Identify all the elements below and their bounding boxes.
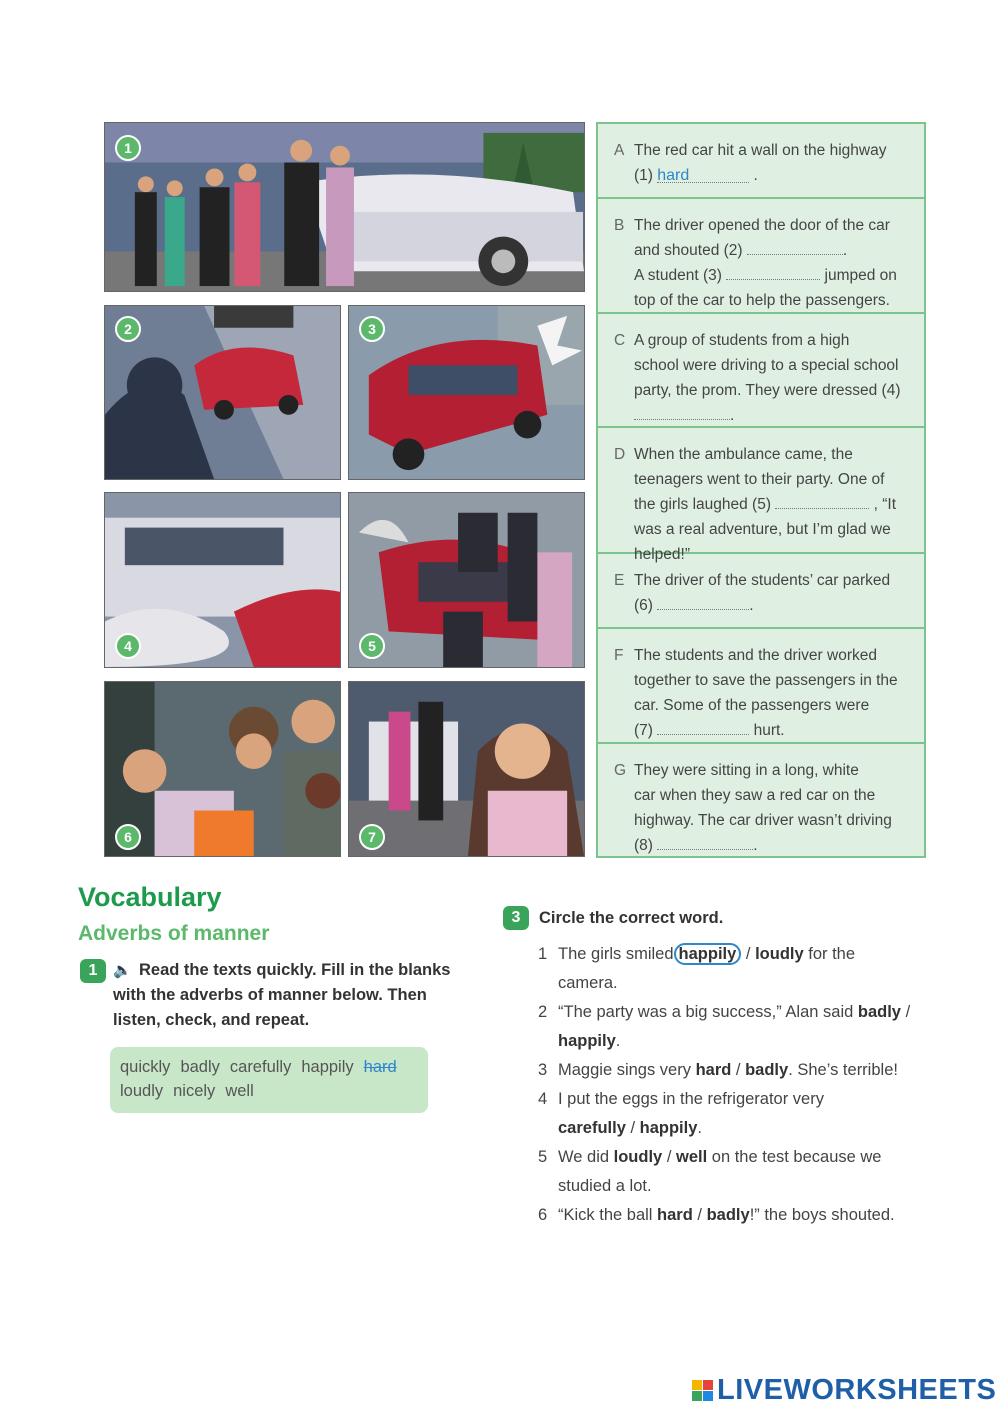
story-text: The driver of the students’ car parked (6) .: [634, 572, 891, 614]
word-bank-word[interactable]: quickly: [120, 1058, 171, 1076]
word-bank-word[interactable]: happily: [301, 1058, 354, 1076]
option-b[interactable]: happily: [639, 1119, 698, 1137]
exercise-1-number: 1: [80, 959, 106, 983]
word-bank: [110, 1047, 428, 1113]
option-a[interactable]: carefully: [558, 1119, 626, 1137]
option-b[interactable]: badly: [745, 1061, 789, 1079]
story-g: G They were sitting in a long, white car when they saw a red car on the highway. The car driver wasn’t driving (8) .: [598, 744, 924, 856]
exercise-3-item: 6 “Kick the ball hard / badly!” the boys shouted.: [538, 1206, 895, 1224]
comic-panel-5: [348, 492, 585, 668]
blank-4[interactable]: [634, 406, 730, 420]
blank-5[interactable]: [775, 495, 869, 509]
blank-6[interactable]: [657, 596, 749, 610]
comic-panel-7: [348, 681, 585, 857]
liveworksheets-logo: LIVEWORKSHEETS: [692, 1374, 996, 1407]
story-d: D When the ambulance came, the teenagers went to their party. One of the girls laughed (5) , “It was a real adventure, but I’m glad we helped!”: [598, 428, 924, 554]
story-text: The red car hit a wall on the highway (1) hard .: [634, 142, 887, 184]
story-a: [598, 124, 924, 199]
exercise-3-title: Circle the correct word.: [539, 909, 724, 927]
word-bank-word[interactable]: well: [225, 1082, 254, 1100]
blank-1-answer[interactable]: hard: [657, 163, 749, 183]
option-b[interactable]: well: [676, 1148, 708, 1166]
panel-number: 2: [115, 316, 141, 342]
option-b[interactable]: loudly: [755, 945, 804, 963]
story-letter: A: [614, 142, 625, 159]
exercise-3-item: 1 The girls smiled happily / loudly for the camera.: [538, 945, 856, 992]
blank-8[interactable]: [657, 836, 753, 850]
word-bank-word[interactable]: badly: [180, 1058, 220, 1076]
option-b[interactable]: happily: [558, 1032, 616, 1050]
story-text: They were sitting in a long, white car when they saw a red car on the highway. The car driver wasn’t driving (8) .: [634, 762, 892, 854]
exercise-3-item: 4 I put the eggs in the refrigerator very carefully / happily.: [538, 1090, 824, 1137]
option-a[interactable]: badly: [857, 1003, 901, 1021]
option-a[interactable]: hard: [657, 1206, 693, 1224]
word-bank-word[interactable]: carefully: [229, 1058, 292, 1076]
section-title: Vocabulary: [78, 882, 222, 912]
panel-number: 7: [359, 824, 385, 850]
exercise-3-list: [538, 940, 958, 1230]
comic-panel-3: [348, 305, 585, 480]
story-e: E The driver of the students’ car parked (6) .: [598, 554, 924, 629]
option-a-selected[interactable]: happily: [674, 943, 742, 965]
audio-icon[interactable]: 🔈: [113, 962, 132, 979]
story-text: A group of students from a high school were driving to a special school party, the prom. They were dressed (4) .: [634, 332, 901, 424]
exercise-1-instructions: Read the texts quickly. Fill in the blanks with the adverbs of manner below. Then listen, check, and repeat.: [113, 961, 451, 1029]
panel-number: 6: [115, 824, 141, 850]
panel-6-illustration: [105, 682, 340, 856]
panel-7-illustration: [349, 682, 584, 856]
blank-3[interactable]: [726, 266, 820, 280]
exercise-3-item: 2 “The party was a big success,” Alan said badly / happily.: [538, 1003, 911, 1050]
story-text: The students and the driver worked together to save the passengers in the car. Some of the passengers were (7) hurt.: [634, 647, 898, 739]
panel-number: 1: [115, 135, 141, 161]
story-f: F The students and the driver worked together to save the passengers in the car. Some of the passengers were (7) hurt.: [598, 629, 924, 744]
comic-panel-4: [104, 492, 341, 668]
comic-panel-1: [104, 122, 585, 292]
word-bank-word[interactable]: nicely: [173, 1082, 216, 1100]
section-subtitle: Adverbs of manner: [78, 922, 270, 945]
panel-1-illustration: [105, 123, 584, 291]
exercise-3-item: 3 Maggie sings very hard / badly. She’s terrible!: [538, 1061, 898, 1079]
panel-number: 4: [115, 633, 141, 659]
story-text: The driver opened the door of the car and shouted (2) . A student (3) jumped on top of the car to help the passengers.: [634, 217, 897, 309]
blank-2[interactable]: [747, 241, 843, 255]
story-boxes: [596, 122, 926, 858]
comic-panel-2: [104, 305, 341, 480]
logo-mark-icon: [692, 1380, 713, 1401]
story-c: C A group of students from a high school were driving to a special school party, the prom. They were dressed (4) .: [598, 314, 924, 428]
exercise-3-number: 3: [503, 906, 529, 930]
panel-number: 3: [359, 316, 385, 342]
comic-panel-6: [104, 681, 341, 857]
option-b[interactable]: badly: [706, 1206, 750, 1224]
story-b: B The driver opened the door of the car and shouted (2) . A student (3) jumped on top of the car to help the passengers.: [598, 199, 924, 314]
exercise-3-item: 5 We did loudly / well on the test because we studied a lot.: [538, 1148, 882, 1195]
story-text: When the ambulance came, the teenagers went to their party. One of the girls laughed (5) , “It was a real adventure, but I’m glad we helped!”: [634, 446, 897, 563]
panel-number: 5: [359, 633, 385, 659]
option-a[interactable]: hard: [695, 1061, 732, 1079]
word-bank-word-used: hard: [363, 1058, 397, 1076]
blank-7[interactable]: [657, 721, 749, 735]
option-a[interactable]: loudly: [613, 1148, 663, 1166]
word-bank-word[interactable]: loudly: [120, 1082, 164, 1100]
